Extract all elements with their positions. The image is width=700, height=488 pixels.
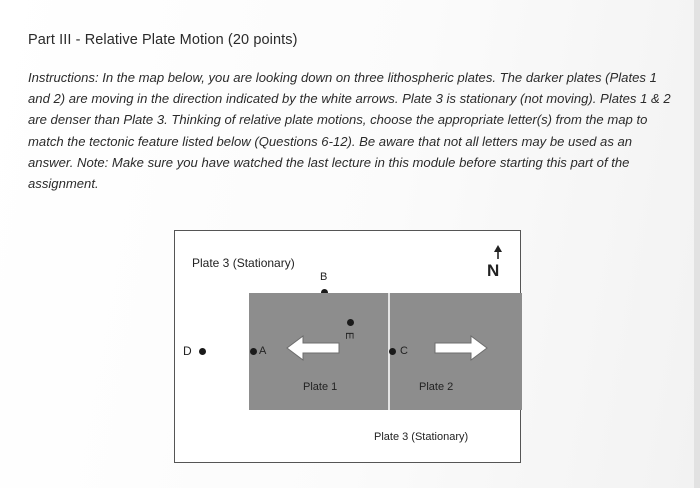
plate1-motion-arrow-icon xyxy=(285,333,341,363)
plate2-label: Plate 2 xyxy=(419,381,454,393)
point-b-label: B xyxy=(320,271,328,283)
plate1-label: Plate 1 xyxy=(303,381,338,393)
plate2-motion-arrow-icon xyxy=(433,333,489,363)
plate3-top-label: Plate 3 (Stationary) xyxy=(192,256,295,270)
point-c-dot xyxy=(389,348,396,355)
point-a-label: A xyxy=(259,345,267,357)
point-e-label: E xyxy=(343,332,355,340)
plate-map xyxy=(174,230,521,463)
section-heading: Part III - Relative Plate Motion (20 points) xyxy=(28,32,298,48)
point-d-label: D xyxy=(183,344,192,358)
point-d-dot xyxy=(199,348,206,355)
point-a-dot xyxy=(250,348,257,355)
north-label: N xyxy=(487,261,500,280)
point-e-dot xyxy=(347,319,354,326)
point-c-label: C xyxy=(400,345,408,357)
instructions-text: Instructions: In the map below, you are looking down on three lithospheric plates. The darker plates (Plates 1 and 2) are moving in the direction indicated by the white arrows. Plate 3 is stationary (not moving). Plates 1 & 2 are denser than Plate 3. Thinking of relative plate motions, choose the appropriate letter(s) from the map to match the tectonic feature listed below (Questions 6-12). Be aware that not all letters may be used as an answer. Note: Make sure you have watched the last lecture in this module before starting this part of the assignment. xyxy=(28,70,671,192)
plate3-bottom-label: Plate 3 (Stationary) xyxy=(374,431,469,443)
